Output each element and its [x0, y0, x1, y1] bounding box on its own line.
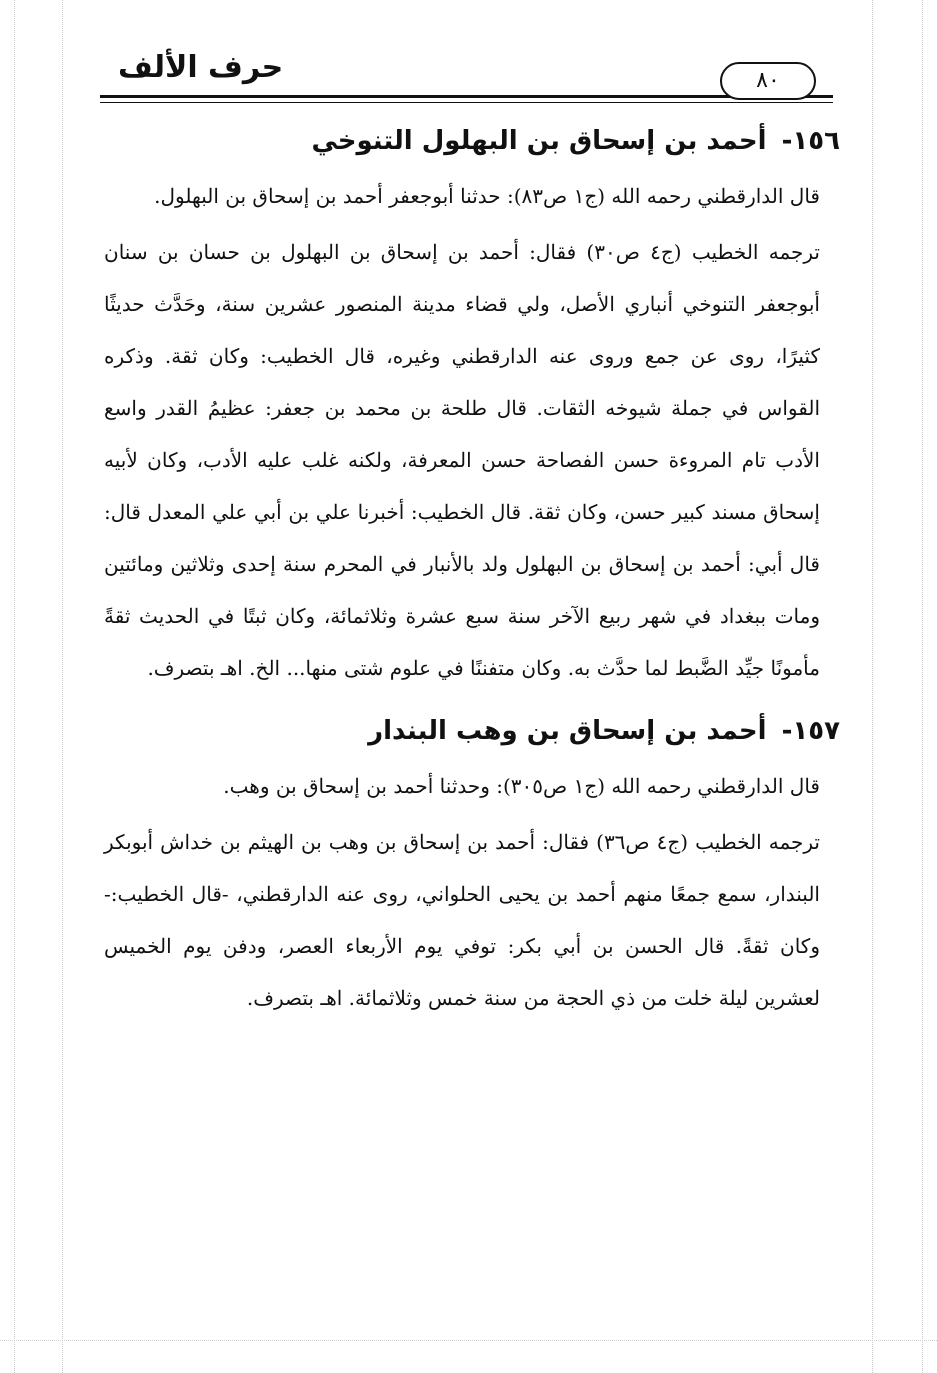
scan-guide-line: [14, 0, 15, 1373]
header-rule-thin: [100, 102, 833, 103]
entry-heading: [104, 708, 840, 754]
entry-number: ١٥٧-: [781, 716, 840, 746]
header-rule: [100, 95, 833, 98]
scan-guide-line: [0, 1340, 937, 1341]
entry-156: [104, 118, 840, 694]
entry-paragraph: قال الدارقطني رحمه الله (ج١ ص٨٣): حدثنا أبوجعفر أحمد بن إسحاق بن البهلول.: [154, 184, 820, 208]
page-body: [104, 118, 840, 1028]
page-header: [100, 48, 833, 104]
scan-guide-line: [872, 0, 873, 1373]
entry-paragraph: ترجمه الخطيب (ج٤ ص٣٠) فقال: أحمد بن إسحاق بن البهلول بن حسان بن سنان أبوجعفر التنوخي أنباري الأصل، ولي قضاء مدينة المنصور عشرين سنة، وحَدَّث حديثًا كثيرًا، روى عن جمع وروى عنه الدارقطني وغيره، قال الخطيب: وكان ثقة. وذكره القواس في جملة شيوخه الثقات. قال طلحة بن محمد بن جعفر: عظيمُ القدر واسع الأدب تام المروءة حسن الفصاحة حسن المعرفة، ولكنه غلب عليه الأدب، وكان لأبيه إسحاق مسند كبير حسن، وكان ثقة. قال الخطيب: أخبرنا علي بن أبي علي المعدل قال: قال أبي: أحمد بن إسحاق بن البهلول ولد بالأنبار في المحرم سنة إحدى وثلاثين ومائتين ومات ببغداد في شهر ربيع الآخر سنة سبع عشرة وثلاثمائة، وكان ثبتًا في الحديث ثقةً مأمونًا جيِّد الضَّبط لما حدَّث به. وكان متفننًا في علوم شتى منها... الخ. اهـ بتصرف.: [104, 240, 820, 680]
entry-spacer: [104, 698, 832, 708]
page-number-badge: ٨٠: [720, 62, 816, 100]
scan-guide-line: [922, 0, 923, 1373]
entry-heading: [104, 118, 840, 164]
entry-paragraph: قال الدارقطني رحمه الله (ج١ ص٣٠٥): وحدثنا أحمد بن إسحاق بن وهب.: [223, 774, 820, 798]
entry-number: ١٥٦-: [781, 126, 840, 156]
entry-157: [104, 708, 840, 1024]
entry-name: أحمد بن إسحاق بن وهب البندار: [368, 716, 767, 746]
scan-guide-line: [62, 0, 63, 1373]
entry-name: أحمد بن إسحاق بن البهلول التنوخي: [311, 126, 767, 156]
chapter-title: حرف الألف: [112, 50, 289, 85]
entry-paragraph: ترجمه الخطيب (ج٤ ص٣٦) فقال: أحمد بن إسحاق بن وهب بن الهيثم بن خداش أبوبكر البندار، سمع جمعًا منهم أحمد بن يحيى الحلواني، روى عنه الدارقطني، -قال الخطيب:- وكان ثقةً. قال الحسن بن أبي بكر: توفي يوم الأربعاء العصر، ودفن يوم الخميس لعشرين ليلة خلت من ذي الحجة من سنة خمس وثلاثمائة. اهـ بتصرف.: [104, 830, 820, 1010]
